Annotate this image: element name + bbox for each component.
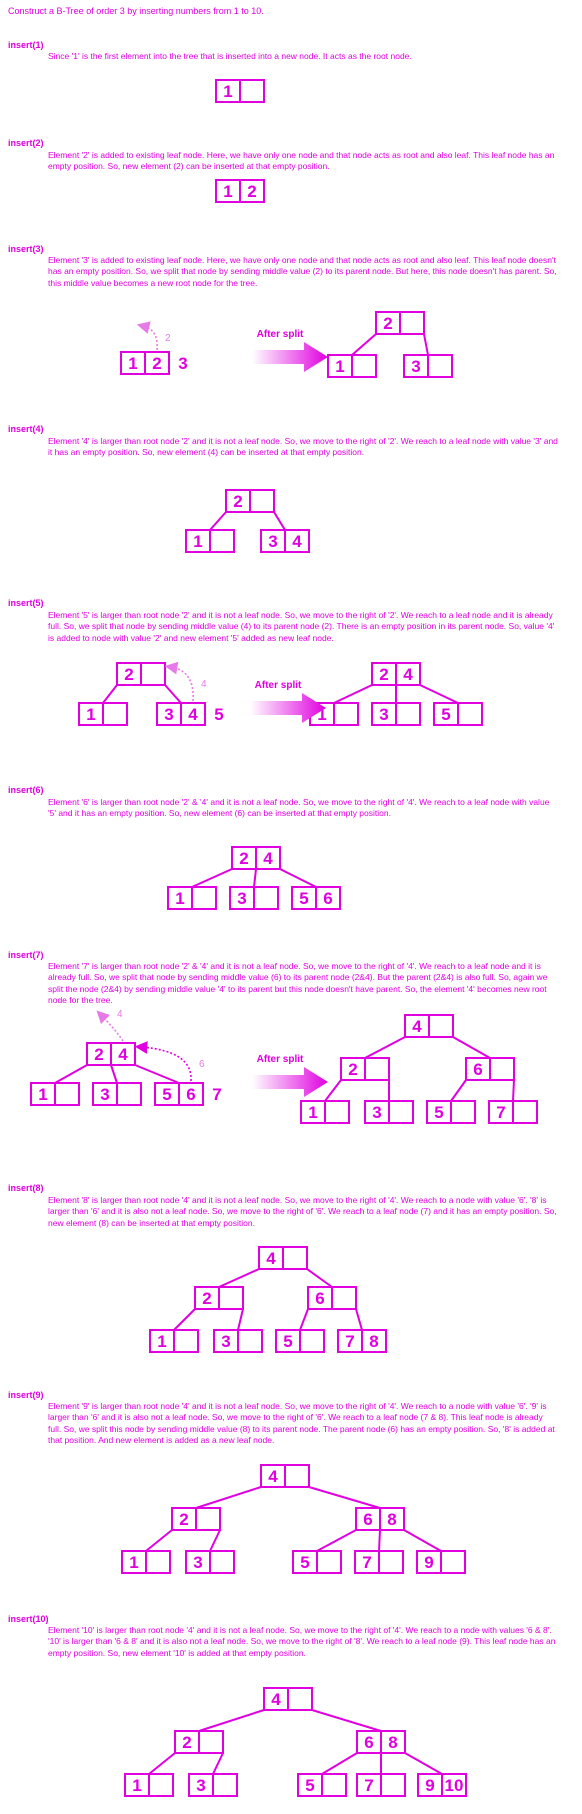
step-9-tree-1-node bbox=[261, 1465, 309, 1487]
step-5-text: Element '5' is larger than root node '2' and it is not a leaf node. So, we move to the right of '2'. We reach to a leaf node and it is already full. So, we split that node by sending middle value (4) to its parent node (2). There is an empty position in its parent node. So, value '4' is added to node with value '2' and new element '5' added as new leaf node. bbox=[48, 610, 555, 643]
step-3-tree-1-node bbox=[121, 352, 169, 374]
step-8-tree-1-node bbox=[338, 1330, 386, 1352]
step-7-tree-2-node-key: 1 bbox=[308, 1103, 318, 1122]
step-7-overflow-value: 7 bbox=[212, 1085, 222, 1104]
tree-edge bbox=[165, 685, 181, 703]
step-7-tree-2-node-key: 2 bbox=[348, 1060, 358, 1079]
step-7-tree-1-node-key: 5 bbox=[162, 1085, 172, 1104]
step-10-text: Element '10' is larger than root node '4' and it is not a leaf node. So, we move to the right of '4'. We reach to a node with values '6 & 8'. '10' is larger than '6 & 8' and it is also not a leaf node. So, we move to the right of '8'. We reach to a leaf node (9). This leaf node has an empty position. So, new element '10' is added at that empty position. bbox=[48, 1625, 556, 1658]
tree-edge bbox=[404, 1530, 441, 1551]
step-8-tree-1-node-key: 6 bbox=[315, 1289, 325, 1308]
step-4-text: Element '4' is larger than root node '2' and it is not a leaf node. So, we move to the right of '2'. We reach to a leaf node with value '3' and it has an empty position. So, new element (4) can be inserted at that empty position. bbox=[48, 436, 558, 458]
step-9-tree-1-node bbox=[356, 1508, 404, 1530]
after-split-label: After split bbox=[256, 1054, 304, 1065]
step-3-tree-2-node bbox=[404, 355, 452, 377]
step-3-tree-2-node-key: 1 bbox=[335, 357, 345, 376]
tree-edge bbox=[192, 869, 232, 887]
step-7-promote-arrow bbox=[141, 1047, 191, 1081]
step-4-tree-1-node bbox=[226, 490, 274, 512]
tree-edge bbox=[196, 1487, 261, 1508]
step-9-tree-1-node bbox=[355, 1551, 403, 1573]
step-5-after-split-arrow bbox=[250, 680, 326, 723]
step-7-tree-2-node bbox=[365, 1101, 413, 1123]
step-10-tree-1-node bbox=[264, 1688, 312, 1710]
tree-edge bbox=[254, 869, 256, 887]
step-10-tree-1-node-key: 4 bbox=[271, 1690, 281, 1709]
step-7-tree-2-node bbox=[489, 1101, 537, 1123]
step-5-tree-2-node bbox=[372, 703, 420, 725]
step-2-label: insert(2) bbox=[8, 138, 44, 148]
step-6-tree-1-node-key: 3 bbox=[237, 889, 247, 908]
step-8-tree-1-node bbox=[214, 1330, 262, 1352]
step-10-tree-1-node-key: 6 bbox=[364, 1733, 374, 1752]
step-9-tree-1-node-key: 8 bbox=[387, 1510, 397, 1529]
step-5-tree-2-node-key: 2 bbox=[379, 665, 389, 684]
tree-edge bbox=[325, 1080, 341, 1101]
step-1-tree-1-node-key: 1 bbox=[223, 82, 233, 101]
step-5-tree-2-node bbox=[434, 703, 482, 725]
step-7-tree-1-node-key: 3 bbox=[100, 1085, 110, 1104]
step-5-tree-1-node-key: 3 bbox=[164, 705, 174, 724]
step-3-tree-1-node-key: 1 bbox=[128, 354, 138, 373]
step-5-tree-2-node-key: 4 bbox=[403, 665, 413, 684]
step-2-tree-1-node bbox=[216, 180, 264, 202]
step-4-tree-1-node bbox=[261, 530, 309, 552]
step-9-tree-1-node-key: 4 bbox=[268, 1467, 278, 1486]
step-7-tree-2-node bbox=[301, 1101, 349, 1123]
step-2-text: Element '2' is added to existing leaf node. Here, we have only one node and that node acts as root and also leaf. This leaf node has an empty position. So, new element (2) can be inserted at that empty position. bbox=[48, 150, 555, 172]
step-9-tree-1-node-key: 1 bbox=[129, 1553, 139, 1572]
split-arrow-shape bbox=[250, 693, 326, 723]
tree-edge bbox=[238, 1309, 243, 1330]
step-7-tree-2-node-key: 5 bbox=[434, 1103, 444, 1122]
step-7-tree-1-node-key: 4 bbox=[118, 1045, 128, 1064]
after-split-label: After split bbox=[254, 680, 302, 691]
step-5-tree-1-node-key: 4 bbox=[188, 705, 198, 724]
step-6-tree-1-node-key: 4 bbox=[263, 849, 273, 868]
step-3-tree-2-node bbox=[376, 312, 424, 334]
step-10-tree-1-node bbox=[357, 1731, 405, 1753]
step-8-tree-1-node-key: 3 bbox=[221, 1332, 231, 1351]
step-5-promote-value: 4 bbox=[201, 679, 207, 690]
step-10-tree-1-node bbox=[175, 1731, 223, 1753]
step-5-tree-1-node bbox=[157, 703, 205, 725]
tree-edge bbox=[317, 1530, 356, 1551]
tree-edge bbox=[322, 1753, 357, 1774]
step-5-overflow-value: 5 bbox=[214, 705, 224, 724]
step-6-tree-1-node-key: 6 bbox=[323, 889, 333, 908]
tree-edge bbox=[312, 1710, 381, 1731]
step-5-tree-1-node bbox=[117, 663, 165, 685]
step-4-tree-1-node-key: 3 bbox=[268, 532, 278, 551]
step-9-tree-1-node-key: 9 bbox=[424, 1553, 434, 1572]
tree-edge bbox=[365, 1037, 405, 1058]
step-7-after-split-arrow bbox=[252, 1054, 328, 1097]
step-10-tree-1-node-key: 2 bbox=[182, 1733, 192, 1752]
tree-edge bbox=[103, 685, 117, 703]
step-10-tree-1-node-key: 1 bbox=[132, 1776, 142, 1795]
step-7-tree-2-node bbox=[466, 1058, 514, 1080]
tree-edge bbox=[199, 1710, 264, 1731]
tree-edge bbox=[210, 1530, 220, 1551]
tree-edge bbox=[219, 1269, 259, 1287]
step-7-tree-2-node-key: 3 bbox=[372, 1103, 382, 1122]
step-10-tree-1-node-key: 10 bbox=[444, 1776, 464, 1795]
step-8-tree-1-node bbox=[150, 1330, 198, 1352]
step-7-promote-value: 6 bbox=[199, 1059, 205, 1070]
step-7-promote-root-value: 4 bbox=[117, 1009, 123, 1020]
step-10-tree-1-node-key: 5 bbox=[305, 1776, 315, 1795]
step-9-tree-1-node bbox=[417, 1551, 465, 1573]
step-7-tree-1-node-key: 1 bbox=[38, 1085, 48, 1104]
step-8-text: Element '8' is larger than root node '4' and it is not a leaf node. So, we move to the right of '4'. We reach to a node with value '6'. '8' is larger than '6' and it is also not a leaf node. So, we move to the right of '6'. We reach to a leaf node (7) and it has an empty position. So, new element (8) can be inserted at that empty position. bbox=[48, 1195, 557, 1228]
step-8-tree-1-node-key: 1 bbox=[157, 1332, 167, 1351]
step-10-tree-1-node bbox=[125, 1774, 173, 1796]
tree-edge bbox=[146, 1530, 172, 1551]
step-5-tree-2-node-key: 5 bbox=[441, 705, 451, 724]
step-10-tree-1-node-key: 3 bbox=[196, 1776, 206, 1795]
step-9-tree-1-node-key: 5 bbox=[300, 1553, 310, 1572]
step-3-tree-2-node-key: 3 bbox=[411, 357, 421, 376]
tree-edge bbox=[111, 1065, 117, 1083]
step-6-tree-1-node bbox=[292, 887, 340, 909]
step-5-tree-2-node bbox=[372, 663, 420, 685]
step-4-label: insert(4) bbox=[8, 424, 44, 434]
tree-edge bbox=[309, 1487, 380, 1508]
step-7-tree-2-node-key: 4 bbox=[412, 1017, 422, 1036]
step-1-text: Since '1' is the first element into the tree that is inserted into a new node. It acts as the root node. bbox=[48, 51, 412, 61]
step-10-tree-1-node-key: 8 bbox=[388, 1733, 398, 1752]
step-6-tree-1-node-key: 2 bbox=[239, 849, 249, 868]
tree-edge bbox=[513, 1080, 514, 1101]
tree-edge bbox=[334, 685, 372, 703]
step-7-tree-2-node bbox=[405, 1015, 453, 1037]
step-9-tree-1-node-key: 6 bbox=[363, 1510, 373, 1529]
step-8-tree-1-node-key: 2 bbox=[202, 1289, 212, 1308]
step-9-tree-1-node-key: 7 bbox=[362, 1553, 372, 1572]
tree-edge bbox=[451, 1080, 466, 1101]
tree-edge bbox=[174, 1309, 195, 1330]
step-9-tree-1-node bbox=[293, 1551, 341, 1573]
step-10-tree-1-node-key: 9 bbox=[425, 1776, 435, 1795]
step-7-tree-2-node bbox=[427, 1101, 475, 1123]
step-3-label: insert(3) bbox=[8, 244, 44, 254]
step-3-overflow-value: 3 bbox=[178, 354, 188, 373]
step-3-promote-value: 2 bbox=[165, 333, 171, 344]
step-9-label: insert(9) bbox=[8, 1390, 44, 1400]
step-6-text: Element '6' is larger than root node '2' & '4' and it is not a leaf node. So, we move to the right of '4'. We reach to a leaf node with value '5' and it has an empty position. So, new element (6) can be inserted at that empty position. bbox=[48, 797, 550, 819]
step-8-tree-1-node bbox=[195, 1287, 243, 1309]
step-8-tree-1-node bbox=[308, 1287, 356, 1309]
step-5-tree-1-node-key: 2 bbox=[124, 665, 134, 684]
step-3-text: Element '3' is added to existing leaf node. Here, we have only one node and that node acts as root and also leaf. This leaf node doesn't has an empty position. So, we split that node by sending middle value (2) to its parent node. But here, this node doesn't has parent. So, this middle value becomes a new root node for the tree. bbox=[48, 255, 557, 288]
step-6-tree-1-node-key: 5 bbox=[299, 889, 309, 908]
step-2-tree-1-node-key: 2 bbox=[247, 182, 257, 201]
step-7-tree-2-node bbox=[341, 1058, 389, 1080]
step-1-tree-1-node bbox=[216, 80, 264, 102]
step-5-tree-2-node-key: 3 bbox=[379, 705, 389, 724]
step-7-tree-2-node-key: 7 bbox=[496, 1103, 506, 1122]
step-9-text: Element '9' is larger than root node '4' and it is not a leaf node. So, we move to the right of '4'. We reach to a node with value '6'. '9' is larger than '6' and it is also not a leaf node. So, we move to the right of '6'. We reach to a leaf node (7 & 8). This leaf node is already full. So, we split this node by sending middle value (8) to its parent node. The parent node (6) has an empty position. So, '8' is added at that position. And new element is added as a new leaf node. bbox=[48, 1401, 555, 1446]
step-8-tree-1-node-key: 4 bbox=[266, 1249, 276, 1268]
step-3-promote-arrow bbox=[143, 326, 157, 350]
step-5-tree-1-node-key: 1 bbox=[86, 705, 96, 724]
step-4-tree-1-node-key: 1 bbox=[193, 532, 203, 551]
tree-edge bbox=[424, 334, 428, 355]
tree-edge bbox=[356, 1309, 362, 1330]
tree-edge bbox=[352, 334, 376, 355]
step-3-tree-2-node bbox=[328, 355, 376, 377]
step-4-tree-1-node-key: 4 bbox=[292, 532, 302, 551]
step-7-tree-1-node bbox=[155, 1083, 203, 1105]
step-9-tree-1-node bbox=[122, 1551, 170, 1573]
step-4-tree-1-node bbox=[186, 530, 234, 552]
step-7-tree-1-node-key: 6 bbox=[186, 1085, 196, 1104]
step-4-tree-1-node-key: 2 bbox=[233, 492, 243, 511]
after-split-label: After split bbox=[256, 329, 304, 340]
step-3-tree-1-node-key: 2 bbox=[152, 354, 162, 373]
step-6-tree-1-node bbox=[230, 887, 278, 909]
tree-edge bbox=[405, 1753, 442, 1774]
step-6-label: insert(6) bbox=[8, 785, 44, 795]
step-8-tree-1-node bbox=[259, 1247, 307, 1269]
tree-edge bbox=[135, 1065, 179, 1083]
tree-edge bbox=[280, 869, 316, 887]
step-10-tree-1-node bbox=[298, 1774, 346, 1796]
step-9-tree-1-node-key: 2 bbox=[179, 1510, 189, 1529]
step-9-tree-1-node bbox=[172, 1508, 220, 1530]
tree-edge bbox=[379, 1530, 380, 1551]
step-8-tree-1-node-key: 5 bbox=[283, 1332, 293, 1351]
page-title: Construct a B-Tree of order 3 by inserting numbers from 1 to 10. bbox=[8, 6, 264, 16]
step-3-tree-2-node-key: 2 bbox=[383, 314, 393, 333]
step-7-text: Element '7' is larger than root node '2' & '4' and it is not a leaf node. So, we move to the right of '4'. We reach to a leaf node and it is already full. So, we split that node by sending middle value (6) to its parent node (2&4). But the parent (2&4) is also full. So, again we split the node (2&4) by sending middle value '4' to its parent but this node doesn't have parent. So, the element '4' becomes new root node for the tree. bbox=[48, 961, 548, 1006]
step-7-tree-2-node-key: 6 bbox=[473, 1060, 483, 1079]
step-10-tree-1-node-key: 7 bbox=[364, 1776, 374, 1795]
split-arrow-shape bbox=[252, 342, 328, 372]
step-6-tree-1-node-key: 1 bbox=[175, 889, 185, 908]
step-6-tree-1-node bbox=[168, 887, 216, 909]
step-5-tree-2-node-key: 1 bbox=[317, 705, 327, 724]
split-arrow-shape bbox=[252, 1067, 328, 1097]
step-7-label: insert(7) bbox=[8, 950, 44, 960]
step-1-label: insert(1) bbox=[8, 40, 44, 50]
tree-edge bbox=[300, 1309, 308, 1330]
step-10-tree-1-node bbox=[357, 1774, 405, 1796]
step-5-tree-1-node bbox=[79, 703, 127, 725]
step-10-label: insert(10) bbox=[8, 1614, 49, 1624]
step-8-label: insert(8) bbox=[8, 1183, 44, 1193]
step-8-tree-1-node bbox=[276, 1330, 324, 1352]
step-8-tree-1-node-key: 8 bbox=[369, 1332, 379, 1351]
step-9-tree-1-node bbox=[186, 1551, 234, 1573]
step-3-after-split-arrow bbox=[252, 329, 328, 372]
step-7-tree-1-node bbox=[87, 1043, 135, 1065]
step-10-tree-1-node bbox=[418, 1774, 466, 1796]
step-10-tree-1-node bbox=[189, 1774, 237, 1796]
tree-edge bbox=[213, 1753, 223, 1774]
tree-edge bbox=[149, 1753, 175, 1774]
step-7-tree-1-node-key: 2 bbox=[94, 1045, 104, 1064]
tree-edge bbox=[420, 685, 458, 703]
step-6-tree-1-node bbox=[232, 847, 280, 869]
tree-edge bbox=[274, 512, 285, 530]
step-5-label: insert(5) bbox=[8, 598, 44, 608]
step-8-tree-1-node-key: 7 bbox=[345, 1332, 355, 1351]
tree-edge bbox=[55, 1065, 87, 1083]
tree-edge bbox=[453, 1037, 490, 1058]
step-7-tree-1-node bbox=[31, 1083, 79, 1105]
step-2-tree-1-node-key: 1 bbox=[223, 182, 233, 201]
tree-edge bbox=[210, 512, 226, 530]
step-9-tree-1-node-key: 3 bbox=[193, 1553, 203, 1572]
step-7-tree-1-node bbox=[93, 1083, 141, 1105]
tree-edge bbox=[307, 1269, 332, 1287]
